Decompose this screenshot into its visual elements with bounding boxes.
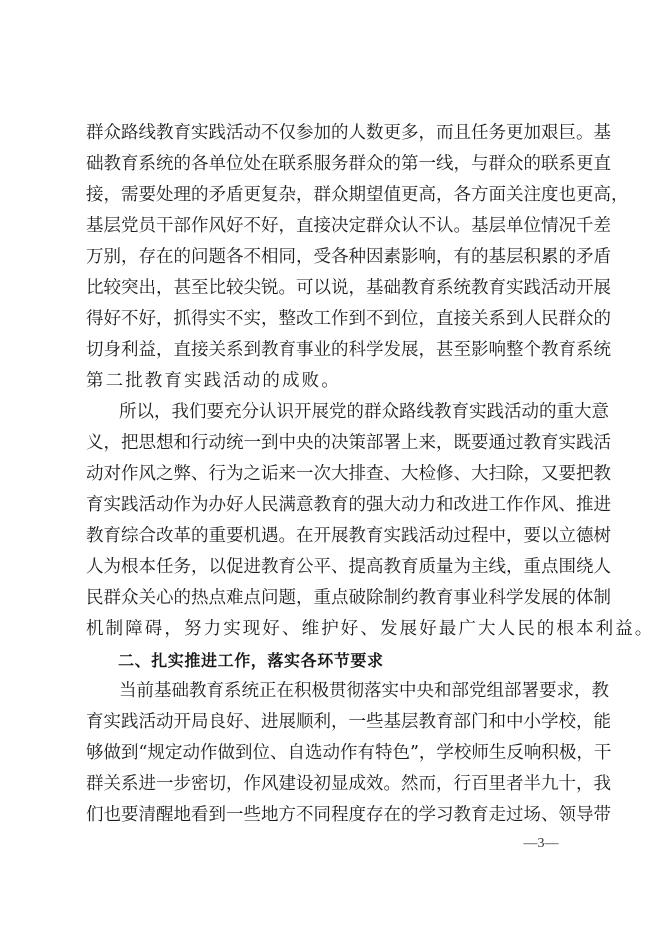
paragraph-line: 切身利益，直接关系到教育事业的科学发展，甚至影响整个教育系统 — [86, 340, 611, 360]
paragraph-line: 基层党员干部作风好不好，直接决定群众认不认。基层单位情况千差 — [86, 216, 611, 236]
paragraph-line: 育实践活动开局良好、进展顺利，一些基层教育部门和中小学校，能 — [86, 712, 611, 732]
paragraph-line: 义，把思想和行动统一到中央的决策部署上来，既要通过教育实践活 — [86, 433, 611, 453]
section-heading: 二、扎实推进工作，落实各环节要求 — [118, 651, 384, 670]
paragraph-line: 接，需要处理的矛盾更复杂，群众期望值更高，各方面关注度也更高， — [86, 185, 629, 205]
paragraph-line: 育实践活动作为办好人民满意教育的强大动力和改进工作作风、推进 — [86, 495, 611, 515]
paragraph-line: 万别，存在的问题各不相同，受各种因素影响，有的基层积累的矛盾 — [86, 247, 611, 267]
paragraph-line: 机制障碍，努力实现好、维护好、发展好最广大人民的根本利益。 — [86, 619, 655, 639]
paragraph-line: 们也要清醒地看到一些地方不同程度存在的学习教育走过场、领导带 — [86, 805, 611, 825]
paragraph-first-line: 所以，我们要充分认识开展党的群众路线教育实践活动的重大意 — [119, 402, 609, 422]
paragraph-line: 比较突出，甚至比较尖锐。可以说，基础教育系统教育实践活动开展 — [86, 278, 611, 298]
paragraph-line: 础教育系统的各单位处在联系服务群众的第一线，与群众的联系更直 — [86, 154, 611, 174]
page-number: —3— — [523, 836, 559, 851]
paragraph-line: 群众路线教育实践活动不仅参加的人数更多，而且任务更加艰巨。基 — [86, 123, 611, 143]
paragraph-line: 民群众关心的热点难点问题，重点破除制约教育事业科学发展的体制 — [86, 588, 611, 608]
paragraph-line: 够做到“规定动作做到位、自选动作有特色”，学校师生反响积极，干 — [86, 743, 612, 763]
paragraph-line: 群关系进一步密切，作风建设初显成效。然而，行百里者半九十，我 — [86, 774, 611, 794]
paragraph-line: 教育综合改革的重要机遇。在开展教育实践活动过程中，要以立德树 — [86, 526, 611, 546]
paragraph-line: 动对作风之弊、行为之诟来一次大排查、大检修、大扫除，又要把教 — [86, 464, 611, 484]
paragraph-first-line: 当前基础教育系统正在积极贯彻落实中央和部党组部署要求，教 — [119, 681, 609, 701]
paragraph-line: 第二批教育实践活动的成败。 — [86, 371, 341, 391]
body-text — [86, 118, 655, 831]
paragraph-line: 得好不好，抓得实不实，整改工作到不到位，直接关系到人民群众的 — [86, 309, 611, 329]
paragraph-line: 人为根本任务，以促进教育公平、提高教育质量为主线，重点围绕人 — [86, 557, 611, 577]
